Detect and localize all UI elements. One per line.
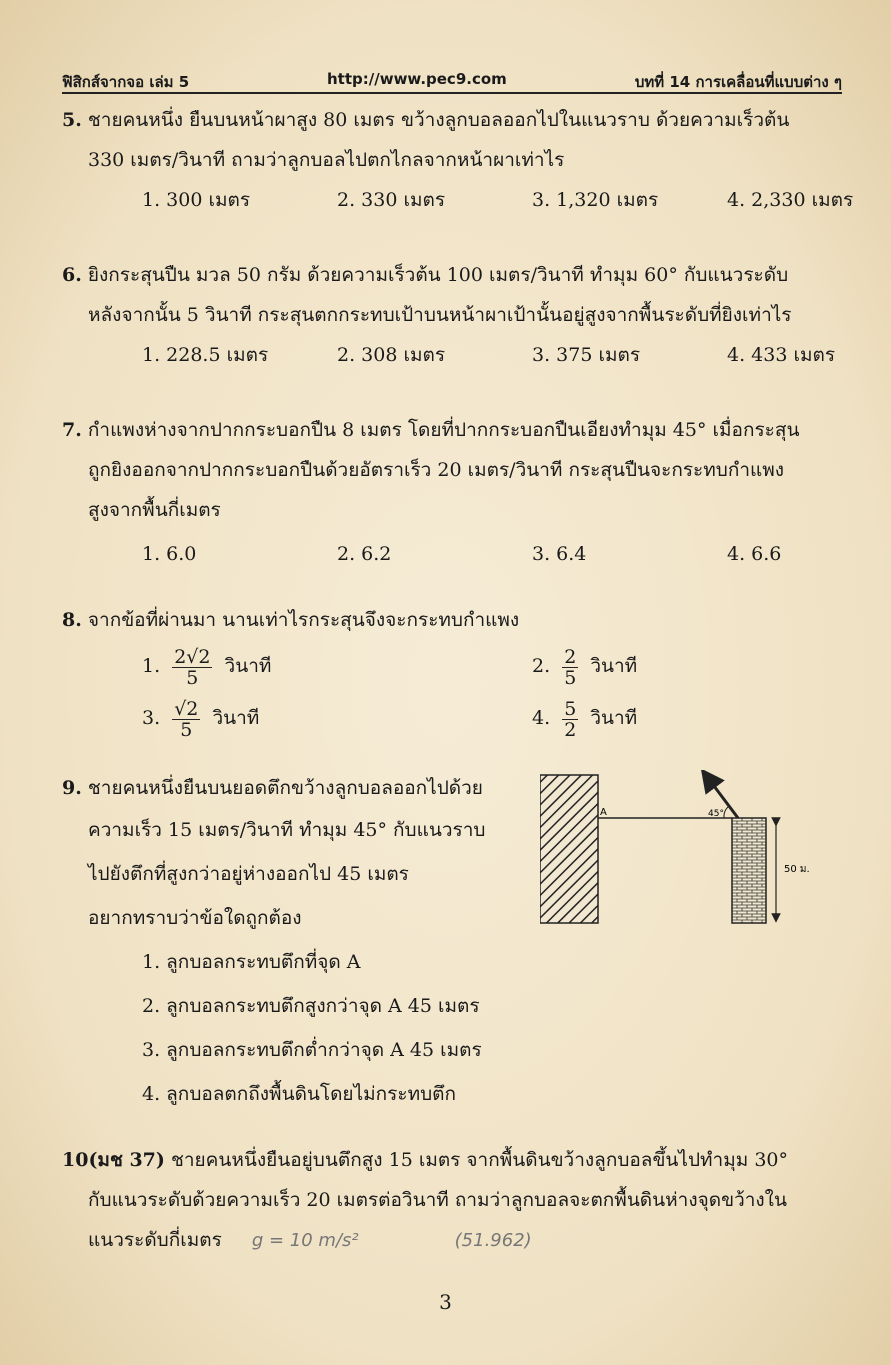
question-text: ชายคนหนึ่งยืนอยู่บนตึกสูง 15 เมตร จากพื้นดินขว้างลูกบอลขึ้นไปทำมุม 30° xyxy=(170,1149,788,1171)
angle-label: 45° xyxy=(708,809,724,819)
question-5 xyxy=(62,100,854,220)
question-7 xyxy=(62,410,842,574)
question-8-options-row-2 xyxy=(62,696,842,752)
option-2[interactable]: 2. 330 เมตร xyxy=(337,189,446,211)
fraction-numerator: √2 xyxy=(174,697,199,720)
page-number: 3 xyxy=(439,1290,452,1314)
question-text: กำแพงห่างจากปากกระบอกปืน 8 เมตร โดยที่ปากกระบอกปืนเอียงทำมุม 45° เมื่อกระสุน xyxy=(87,419,800,441)
fraction xyxy=(172,647,212,688)
question-6-line-1 xyxy=(62,255,842,295)
height-label: 50 ม. xyxy=(784,864,810,875)
question-text: จากข้อที่ผ่านมา นานเท่าไรกระสุนจึงจะกระทบกำแพง xyxy=(87,609,520,631)
header-book-title: ฟิสิกส์จากจอ เล่ม 5 xyxy=(62,73,190,91)
option-3[interactable]: 3. ลูกบอลกระทบตึกต่ำกว่าจุด A 45 เมตร xyxy=(142,1039,482,1061)
question-6 xyxy=(62,255,842,375)
option-1[interactable]: 1. 6.0 xyxy=(142,543,197,565)
question-5-line-2: 330 เมตร/วินาที ถามว่าลูกบอลไปตกไกลจากหน้าผาเท่าไร xyxy=(88,149,565,171)
header-url[interactable]: http://www.pec9.com xyxy=(327,70,507,88)
option-4[interactable]: 4. 6.6 xyxy=(727,543,782,565)
fraction xyxy=(172,699,200,740)
option-4[interactable] xyxy=(532,698,637,740)
question-number: 9. xyxy=(62,777,82,799)
option-3[interactable]: 3. 375 เมตร xyxy=(532,344,641,366)
option-1[interactable]: 1. ลูกบอลกระทบตึกที่จุด A xyxy=(142,951,361,973)
question-7-line-2: ถูกยิงออกจากปากกระบอกปืนด้วยอัตราเร็ว 20 เมตร/วินาที กระสุนปืนจะกระทบกำแพง xyxy=(88,459,785,481)
option-4[interactable]: 4. 2,330 เมตร xyxy=(727,189,854,211)
question-number: 7. xyxy=(62,419,82,441)
fraction-denominator: 5 xyxy=(186,666,199,689)
option-1[interactable] xyxy=(142,646,271,688)
question-10-line-3 xyxy=(62,1220,842,1261)
option-unit: วินาที xyxy=(590,707,638,729)
question-6-options xyxy=(62,335,842,375)
question-8-line-1 xyxy=(62,600,842,640)
question-10-line-2: กับแนวระดับด้วยความเร็ว 20 เมตรต่อวินาที ถามว่าลูกบอลจะตกพื้นดินห่างจุดขว้างใน xyxy=(88,1189,787,1211)
question-number: 5. xyxy=(62,109,82,131)
option-2[interactable]: 2. 308 เมตร xyxy=(337,344,446,366)
question-7-options xyxy=(62,534,842,574)
question-9-line-3: ไปยังตึกที่สูงกว่าอยู่ห่างออกไป 45 เมตร xyxy=(88,863,409,885)
question-6-line-2: หลังจากนั้น 5 วินาที กระสุนตกกระทบเป้าบนหน้าผาเป้านั้นอยู่สูงจากพื้นระดับที่ยิงเท่าไร xyxy=(88,304,792,326)
option-number: 2. xyxy=(532,655,551,677)
question-text: ยิงกระสุนปืน มวล 50 กรัม ด้วยความเร็วต้น 100 เมตร/วินาที ทำมุม 60° กับแนวระดับ xyxy=(87,264,789,286)
question-5-line-1 xyxy=(62,100,842,140)
fraction-denominator: 5 xyxy=(180,718,193,741)
fraction-numerator: 2 xyxy=(564,645,577,668)
angle-arc xyxy=(724,806,729,818)
handwritten-note-answer: (51.962) xyxy=(454,1230,532,1251)
header-chapter: บทที่ 14 การเคลื่อนที่แบบต่าง ๆ xyxy=(634,73,842,91)
option-number: 3. xyxy=(142,707,161,729)
option-2[interactable] xyxy=(532,646,637,688)
question-9-line-2: ความเร็ว 15 เมตร/วินาที ทำมุม 45° กับแนวราบ xyxy=(88,819,486,841)
question-10 xyxy=(62,1140,842,1261)
option-2[interactable]: 2. ลูกบอลกระทบตึกสูงกว่าจุด A 45 เมตร xyxy=(142,995,480,1017)
fraction-denominator: 5 xyxy=(564,666,577,689)
right-building xyxy=(732,818,766,923)
option-2[interactable]: 2. 6.2 xyxy=(337,543,392,565)
question-7-line-3: สูงจากพื้นกี่เมตร xyxy=(88,499,221,521)
option-3[interactable] xyxy=(142,698,259,740)
option-3[interactable]: 3. 1,320 เมตร xyxy=(532,189,659,211)
fraction-numerator: 2√2 xyxy=(174,645,211,668)
handwritten-note-gravity: g = 10 m/s² xyxy=(251,1230,359,1251)
fraction-numerator: 5 xyxy=(564,697,577,720)
question-7-line-1 xyxy=(62,410,842,450)
question-text: ชายคนหนึ่ง ยืนบนหน้าผาสูง 80 เมตร ขว้างลูกบอลออกไปในแนวราบ ด้วยความเร็วต้น xyxy=(87,109,790,131)
question-8-options-row-1 xyxy=(62,640,842,696)
question-text: ชายคนหนึ่งยืนบนยอดตึกขว้างลูกบอลออกไปด้วย xyxy=(87,777,483,799)
question-number: 6. xyxy=(62,264,82,286)
option-number: 4. xyxy=(532,707,551,729)
option-unit: วินาที xyxy=(224,655,272,677)
option-3[interactable]: 3. 6.4 xyxy=(532,543,587,565)
left-building xyxy=(540,775,598,923)
option-1[interactable]: 1. 228.5 เมตร xyxy=(142,344,269,366)
fraction xyxy=(562,647,578,688)
fraction xyxy=(562,699,578,740)
page-header xyxy=(62,70,842,94)
question-9-line-4: อยากทราบว่าข้อใดถูกต้อง xyxy=(88,907,302,929)
option-4[interactable]: 4. 433 เมตร xyxy=(727,344,836,366)
option-4[interactable]: 4. ลูกบอลตกถึงพื้นดินโดยไม่กระทบตึก xyxy=(142,1083,456,1105)
question-number: 10(มช 37) xyxy=(62,1149,165,1171)
building-diagram xyxy=(540,770,840,930)
question-10-line-1 xyxy=(62,1140,842,1180)
question-8 xyxy=(62,600,842,752)
fraction-denominator: 2 xyxy=(564,718,577,741)
question-5-options xyxy=(62,180,854,220)
option-unit: วินาที xyxy=(590,655,638,677)
question-text: แนวระดับกี่เมตร xyxy=(88,1229,222,1251)
option-1[interactable]: 1. 300 เมตร xyxy=(142,189,251,211)
option-number: 1. xyxy=(142,655,161,677)
question-number: 8. xyxy=(62,609,82,631)
point-a-label: A xyxy=(600,807,607,818)
option-unit: วินาที xyxy=(212,707,260,729)
